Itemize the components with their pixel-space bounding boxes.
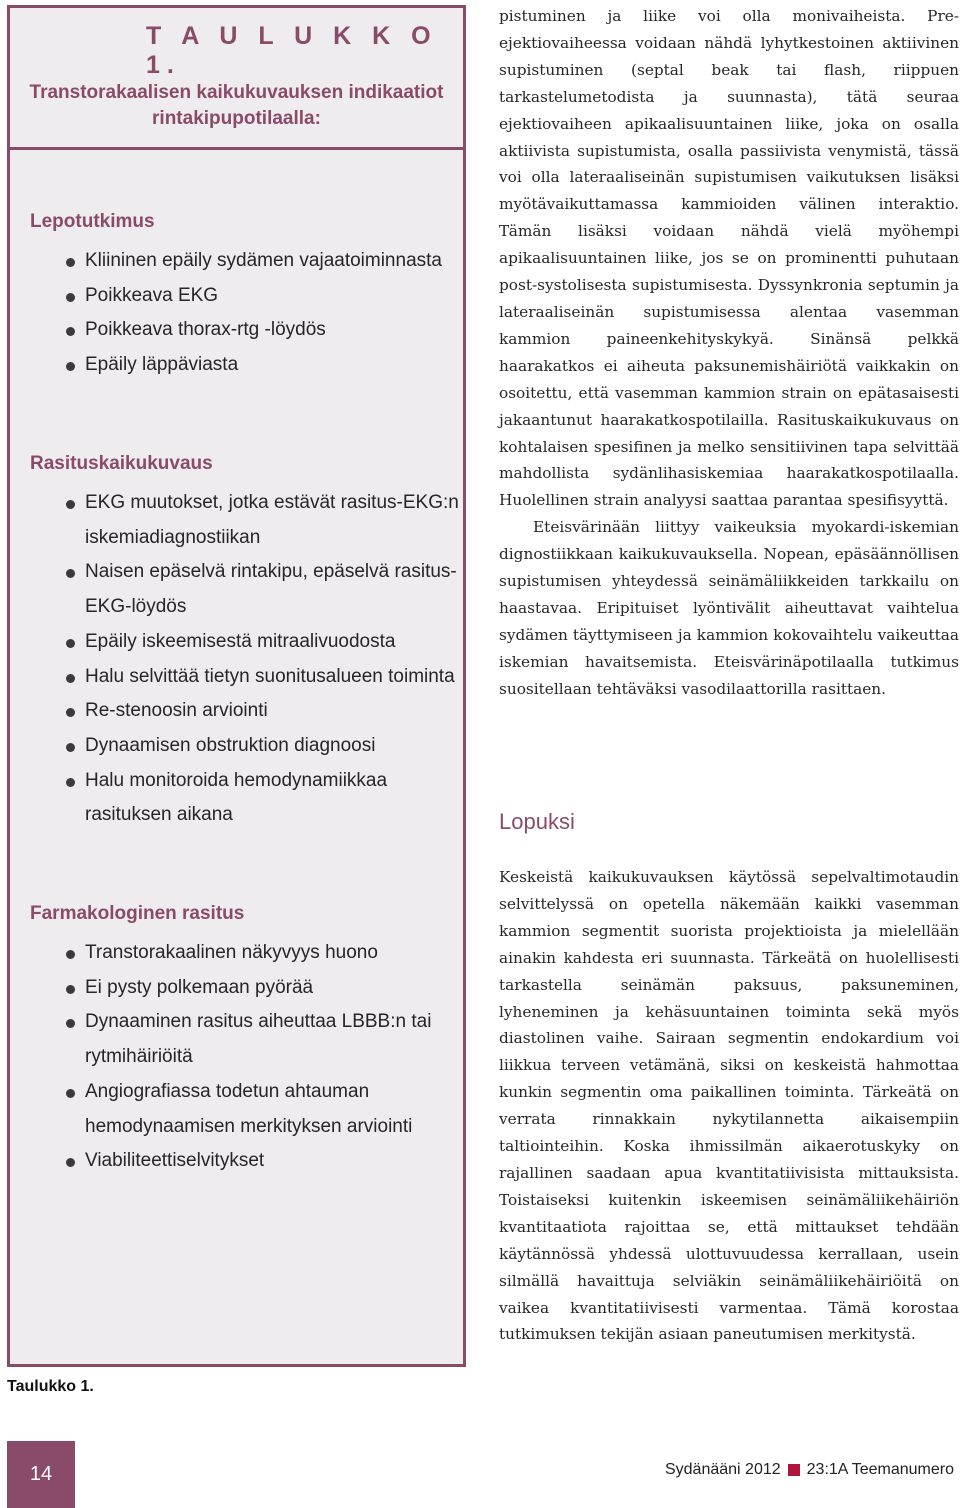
section-heading: Lopuksi (499, 809, 575, 834)
body-text-bottom (499, 864, 959, 1348)
list-item: Epäily läppäviasta (30, 348, 460, 383)
issue-label: 23:1A Teemanumero (806, 1461, 954, 1478)
list-item: Epäily iskeemisestä mitraalivuodosta (30, 625, 460, 660)
section-rasituskaikukuvaus (30, 452, 460, 833)
list-item: Transtorakaalinen näkyvyys huono (30, 936, 460, 971)
bullet-list (30, 486, 460, 833)
bullet-list (30, 244, 460, 383)
list-item: Viabiliteettiselvitykset (30, 1144, 460, 1179)
paragraph: pistuminen ja liike voi olla monivaiheista. Pre-ejektiovaiheessa voidaan nähdä lyhytkestoinen aktiivinen supistuminen (septal beak tai flash, riippuen tarkastelumetodista ja suunnasta), tätä seuraa ejektiovaiheen apikaalisuuntainen liike, joka on osalla aktiivista supistumista, osalla passiivista venymistä, tässä voi olla lateraaliseinän supistumisen vaikutuksen lisäksi myötävaikuttamassa kammioiden välinen interaktio. Tämän lisäksi voidaan nähdä vielä myöhempi apikaalisuuntainen liike, jos se on prominentti puhutaan post-systolisesta supistumisesta. Dyssynkronia septumin ja lateraaliseinän supistumisessa alentaa vasemman kammion paineenkehityskykyä. Sinänsä pelkkä haarakatkos ei aiheuta paksunemishäiriötä vaikkakin on osoitettu, että vasemman kammion strain on epätasaisesti jakaantunut haarakatkospotilailla. Rasituskaikukuvaus on kohtalaisen spesifinen ja melko sensitiivinen tapa selvittää mahdollista sydänlihasiskemiaa haarakatkospotilaalla. Huolellinen strain analyysi saattaa parantaa spesifisyyttä. (499, 7, 959, 510)
running-footer (665, 1461, 954, 1479)
table-box (7, 5, 466, 1367)
list-item: Poikkeava EKG (30, 279, 460, 314)
section-title: Farmakologinen rasitus (30, 903, 245, 924)
list-item: Halu monitoroida hemodynamiikkaa rasituksen aikana (30, 764, 460, 833)
list-item: Naisen epäselvä rintakipu, epäselvä rasitus-EKG-löydös (30, 555, 460, 624)
list-item: Ei pysty polkemaan pyörää (30, 971, 460, 1006)
bullet-list (30, 936, 460, 1179)
list-item: Angiografiassa todetun ahtauman hemodynaamisen merkityksen arviointi (30, 1075, 460, 1144)
list-item: Kliininen epäily sydämen vajaatoiminnasta (30, 244, 460, 279)
page-number: 14 (7, 1441, 75, 1508)
table-caption: T A U L U K K O 1. (146, 22, 438, 79)
list-item: Halu selvittää tietyn suonitusalueen toiminta (30, 660, 460, 695)
square-icon (788, 1464, 800, 1476)
table-title: Transtorakaalisen kaikukuvauksen indikaatiot rintakipupotilaalla: (29, 82, 444, 129)
body-text-top (499, 3, 959, 703)
paragraph: Eteisvärinään liittyy vaikeuksia myokardi-iskemian dignostiikkaan kaikukuvauksella. Nopean, epäsäännöllisen supistumisen yhteydessä seinämäliikkeiden tarkkailu on haastavaa. Eripituiset lyöntivälit aiheuttavat vaihtelua sydämen täyttymiseen ja kammion kokovaihtelu vaikeuttaa iskemian havaitsemista. Eteisvärinäpotilaalla tutkimus suositellaan tehtäväksi vasodilaattorilla rasittaen. (499, 518, 959, 698)
list-item: Dynaamisen obstruktion diagnoosi (30, 729, 460, 764)
list-item: EKG muutokset, jotka estävät rasitus-EKG:n iskemiadiagnostiikan (30, 486, 460, 555)
list-item: Poikkeava thorax-rtg -löydös (30, 313, 460, 348)
section-lepotutkimus (30, 210, 460, 383)
section-title: Lepotutkimus (30, 211, 155, 232)
table-header (10, 8, 463, 150)
section-title: Rasituskaikukuvaus (30, 453, 213, 474)
section-farmakologinen (30, 902, 460, 1179)
table-label: Taulukko 1. (7, 1378, 94, 1395)
paragraph: Keskeistä kaikukuvauksen käytössä sepelvaltimotaudin selvittelyssä on opetella näkemään kaikki vasemman kammion segmentit suorista projektioista ja mielellään ainakin kahdesta eri suunnasta. Tärkeätä on huolellisesti tarkastella seinämän paksuus, paksuneminen, lyheneminen ja kehäsuuntainen toiminta sekä myös diastolinen vaihe. Sairaan segmentin endokardium voi liikkua terveen vetämänä, siksi on keskeistä hahmottaa kunkin segmentin oma paikallinen toiminta. Tärkeätä on verrata rinnakkain nykytilannetta aikaisempiin taltiointeihin. Koska ihmissilmän aikaerotuskyky on rajallinen saadaan apua kvantitatiivisista mittauksista. Toistaiseksi kuitenkin iskeemisen seinämäliikehäiriön kvantitaatiota rajoittaa se, että mittaukset tehdään käytännössä yhdessä ulottuvuudessa kerrallaan, usein silmällä havaittuja selviäkin seinämäliikehäiriöitä on vaikea kvantitatiivisesti varmentaa. Tämä korostaa tutkimuksen tekijän asiaan paneutumisen merkitystä. (499, 868, 959, 1344)
list-item: Dynaaminen rasitus aiheuttaa LBBB:n tai rytmihäiriöitä (30, 1005, 460, 1074)
list-item: Re-stenoosin arviointi (30, 694, 460, 729)
journal-name: Sydänääni 2012 (664, 1461, 781, 1478)
